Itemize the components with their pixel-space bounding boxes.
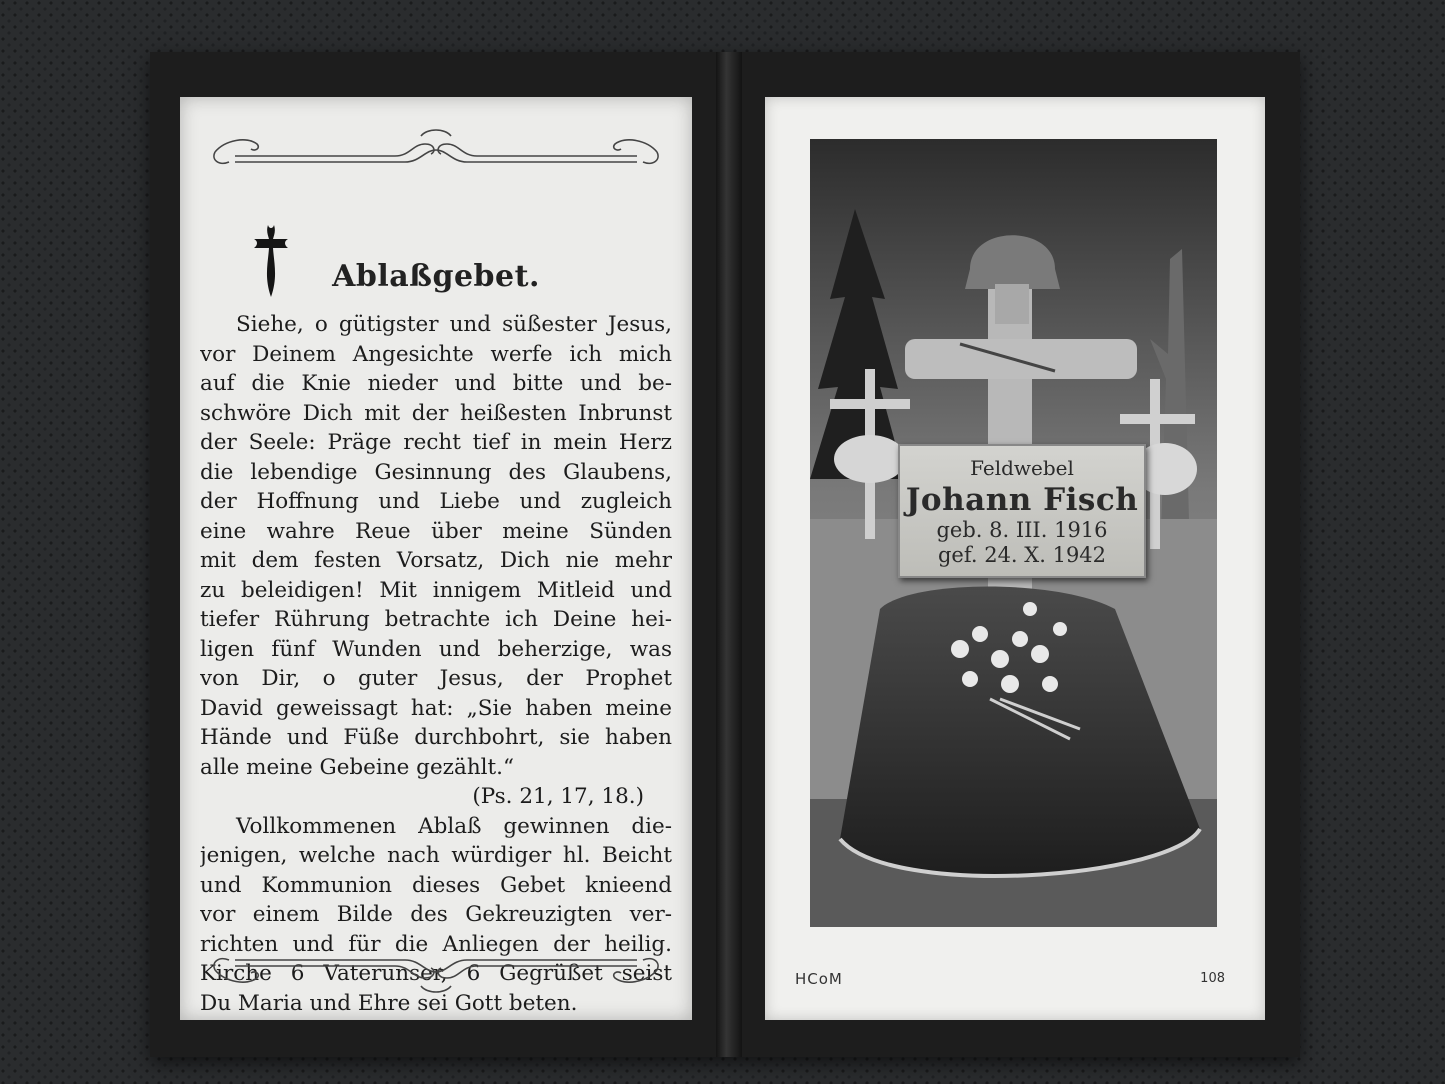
indulgence-line: richten und für die Anliegen der heilig. <box>200 931 672 957</box>
memorial-card <box>150 52 1300 1057</box>
prayer-page <box>180 97 692 1020</box>
prayer-line: ligen fünf Wunden und beherzige, was <box>200 636 672 662</box>
indulgence-line: und Kommunion dieses Gebet knieend <box>200 872 672 898</box>
rank-label: Feldwebel <box>970 456 1074 480</box>
birth-date: geb. 8. III. 1916 <box>936 518 1108 542</box>
indulgence-line: vor einem Bilde des Gekreuzigten ver- <box>200 902 672 927</box>
indulgence-line: Vollkommenen Ablaß gewinnen die- <box>236 813 672 839</box>
prayer-line: David geweissagt hat: „Sie haben meine <box>200 695 672 721</box>
prayer-text <box>200 310 672 1018</box>
prayer-line: schwöre Dich mit der heißesten Inbrunst <box>200 400 672 426</box>
prayer-line: zu beleidigen! Mit innigem Mitleid und <box>200 577 672 603</box>
prayer-line: Siehe, o gütigster und süßester Jesus, <box>236 312 672 337</box>
prayer-line: vor Deinem Angesichte werfe ich mich <box>200 341 672 367</box>
bottom-ornament <box>195 952 677 1000</box>
indulgence-line: Kirche 6 Vaterunser, 6 Gegrüßet seist <box>200 961 672 986</box>
prayer-line: die lebendige Gesinnung des Glaubens, <box>200 459 672 485</box>
top-ornament <box>195 122 677 170</box>
deceased-name: Johann Fisch <box>905 482 1139 518</box>
prayer-line: von Dir, o guter Jesus, der Prophet <box>200 666 672 691</box>
prayer-line: tiefer Rührung betrachte ich Deine hei- <box>200 607 672 632</box>
indulgence-line: jenigen, welche nach würdiger hl. Beicht <box>200 843 672 868</box>
prayer-title: Ablaßgebet. <box>332 259 540 294</box>
publisher-mark: HCoM <box>795 970 843 988</box>
psalm-reference: (Ps. 21, 17, 18.) <box>472 784 644 809</box>
indulgence-line: Du Maria und Ehre sei Gott beten. <box>200 990 578 1016</box>
prayer-line: der Hoffnung und Liebe und zugleich <box>200 489 672 514</box>
prayer-line: eine wahre Reue über meine Sünden <box>200 518 672 544</box>
prayer-line: alle meine Gebeine gezählt.“ <box>200 754 515 780</box>
card-fold <box>716 52 742 1057</box>
name-plaque <box>898 444 1146 578</box>
prayer-line: mit dem festen Vorsatz, Dich nie mehr <box>200 548 672 573</box>
card-number: 108 <box>1200 971 1225 986</box>
death-date: gef. 24. X. 1942 <box>937 543 1107 567</box>
prayer-line: der Seele: Präge recht tief in mein Herz <box>200 430 672 455</box>
prayer-line: Hände und Füße durchbohrt, sie haben <box>200 725 672 750</box>
memorial-page <box>765 97 1265 1020</box>
prayer-line: auf die Knie nieder und bitte und be- <box>200 371 672 396</box>
grave-photo <box>810 139 1217 927</box>
